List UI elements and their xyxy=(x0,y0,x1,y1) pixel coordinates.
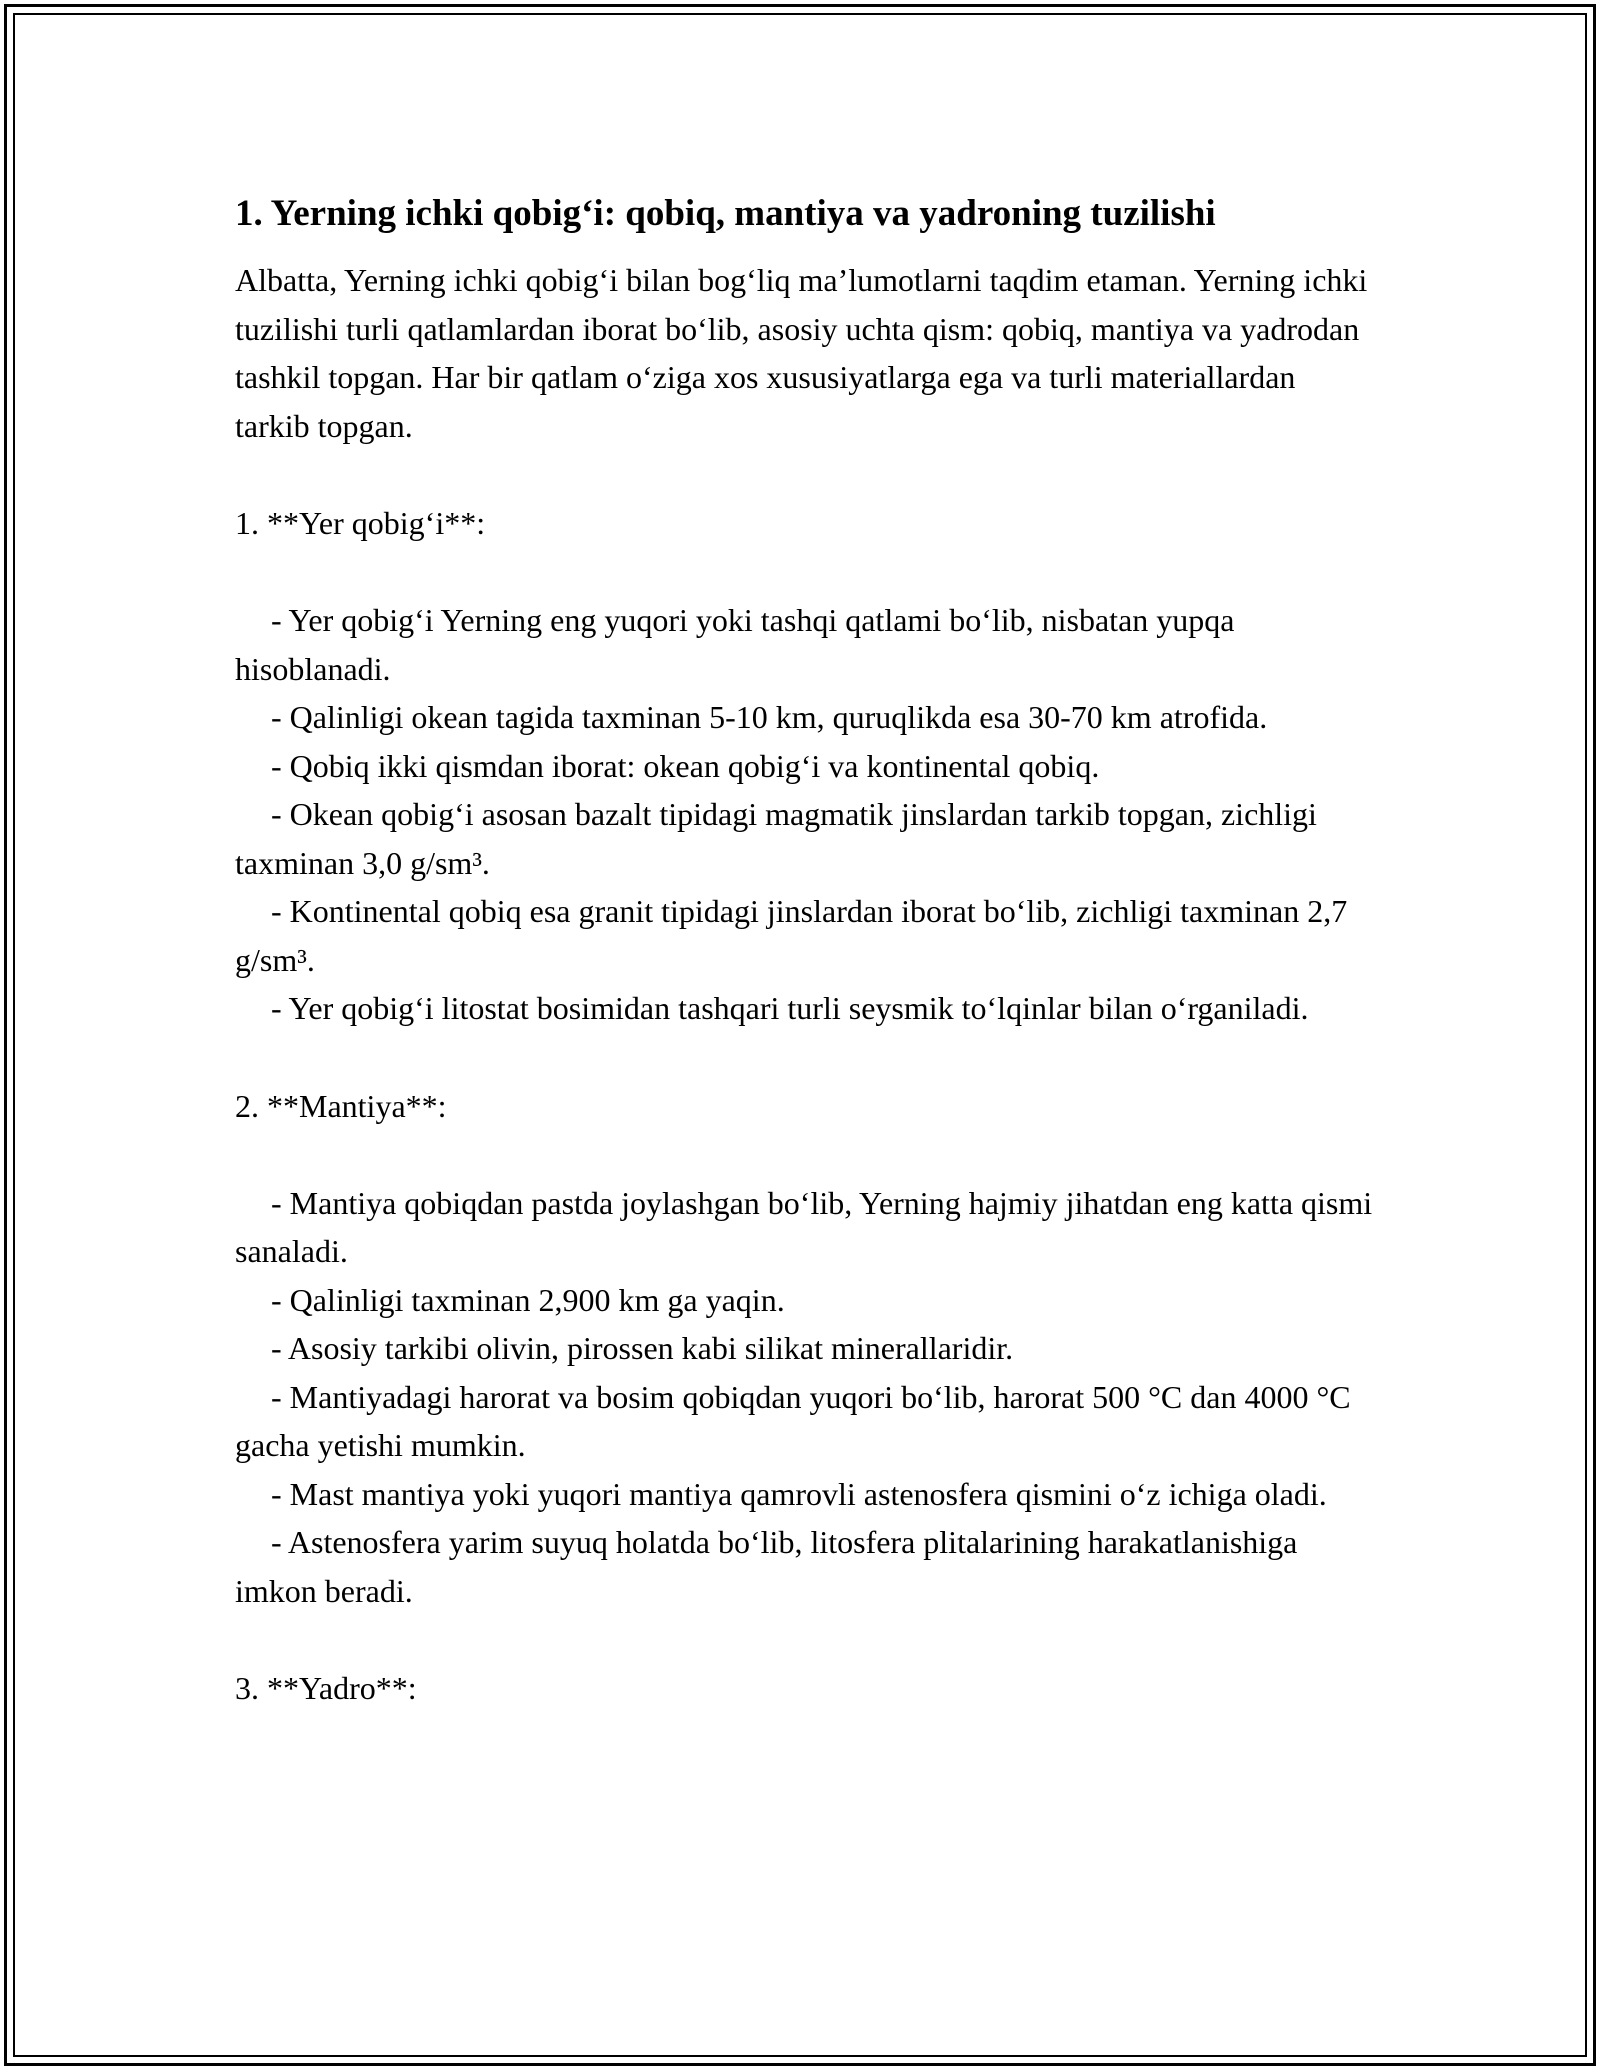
document-body xyxy=(235,186,1375,1761)
section-core xyxy=(235,1664,1375,1713)
list-item: - Qalinligi okean tagida taxminan 5-10 km, quruqlikda esa 30-70 km atrofida. xyxy=(271,699,1268,735)
list-item: - Mantiyadagi harorat va bosim qobiqdan yuqori bo‘lib, harorat 500 °C dan 4000 °C gacha yetishi mumkin. xyxy=(235,1378,1351,1463)
list-item: - Mantiya qobiqdan pastda joylashgan bo‘lib, Yerning hajmiy jihatdan eng katta qismi sanaladi. xyxy=(235,1184,1373,1269)
section-title: 2. **Mantiya**: xyxy=(235,1087,447,1124)
section-title: 1. **Yer qobig‘i**: xyxy=(235,505,486,541)
list-item: - Asosiy tarkibi olivin, pirossen kabi silikat minerallaridir. xyxy=(271,1330,1014,1366)
list-item: - Yer qobig‘i litostat bosimidan tashqari turli seysmik to‘lqinlar bilan o‘rganiladi. xyxy=(271,990,1309,1026)
section-crust xyxy=(235,499,1375,1033)
document-heading: 1. Yerning ichki qobig‘i: qobiq, mantiya va yadroning tuzilishi xyxy=(235,193,1216,234)
list-item: - Yer qobig‘i Yerning eng yuqori yoki tashqi qatlami bo‘lib, nisbatan yupqa hisoblanadi. xyxy=(235,602,1235,687)
section-title: 3. **Yadro**: xyxy=(235,1670,417,1706)
list-item: - Qobiq ikki qismdan iborat: okean qobig‘i va kontinental qobiq. xyxy=(271,747,1100,784)
list-item: - Qalinligi taxminan 2,900 km ga yaqin. xyxy=(271,1281,785,1318)
list-item: - Mast mantiya yoki yuqori mantiya qamrovli astenosfera qismini o‘z ichiga oladi. xyxy=(271,1475,1327,1512)
list-item: - Okean qobig‘i asosan bazalt tipidagi magmatik jinslardan tarkib topgan, zichligi taxminan 3,0 g/sm³. xyxy=(235,796,1317,881)
section-mantle xyxy=(235,1082,1375,1616)
intro-paragraph: Albatta, Yerning ichki qobig‘i bilan bog‘liq ma’lumotlarni taqdim etaman. Yerning ichki tuzilishi turli qatlamlardan iborat bo‘lib, asosiy uchta qism: qobiq, mantiya va yadrodan tashkil topgan. Har bir qatlam o‘ziga xos xususiyatlarga ega va turli materiallardan tarkib topgan. xyxy=(235,262,1368,444)
list-item: - Astenosfera yarim suyuq holatda bo‘lib, litosfera plitalarining harakatlanishiga imkon beradi. xyxy=(235,1524,1298,1609)
list-item: - Kontinental qobiq esa granit tipidagi jinslardan iborat bo‘lib, zichligi taxminan 2,7 g/sm³. xyxy=(235,893,1348,978)
